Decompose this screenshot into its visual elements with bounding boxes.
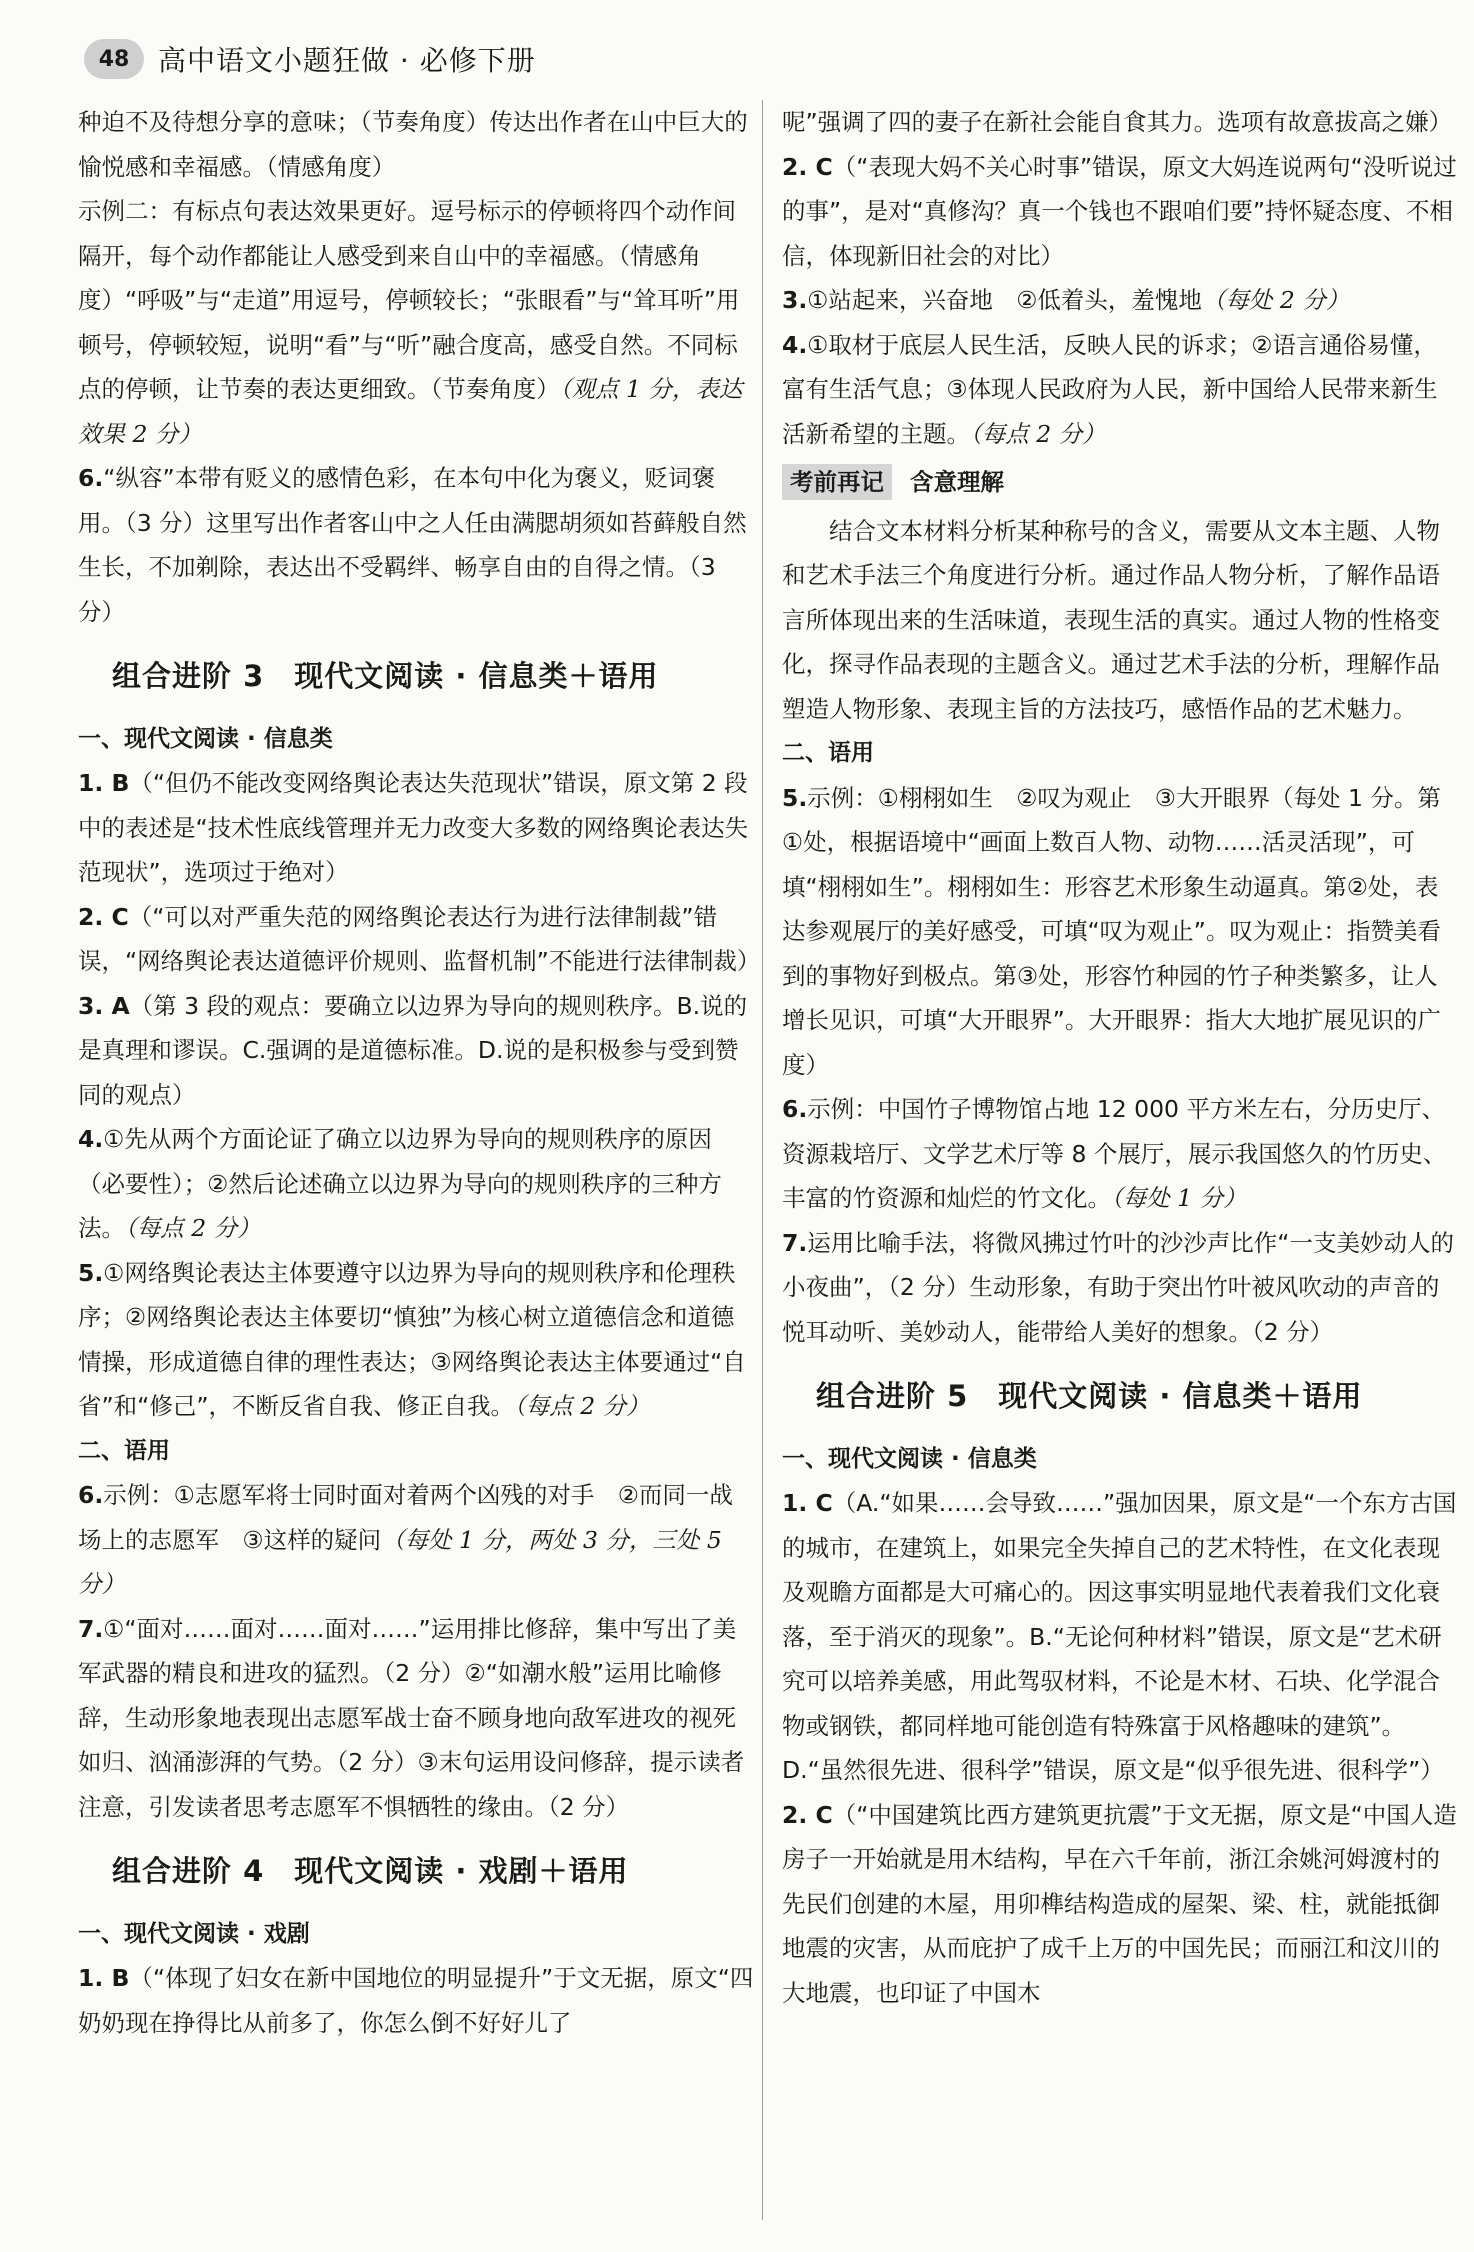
page-number: 48 — [84, 39, 144, 79]
answer-paragraph — [782, 100, 1460, 145]
answer-item — [782, 145, 1460, 279]
score-note: （每点 2 分） — [970, 419, 1106, 448]
answer-number: 7. — [78, 1614, 104, 1643]
answer-item — [782, 278, 1460, 323]
review-title: 含意理解 — [910, 468, 1004, 496]
answer-number: 2. C — [78, 902, 129, 931]
answer-number: 1. C — [782, 1489, 833, 1517]
score-note: （每处 1 分，两处 3 分，三处 5 分） — [78, 1525, 722, 1598]
subsection-title: 一、现代文阅读 · 信息类 — [78, 725, 333, 752]
section-title: 组合进阶 3 现代文阅读 · 信息类＋语用 — [112, 659, 659, 693]
answer-number: 7. — [782, 1228, 808, 1257]
answer-text: （“但仍不能改变网络舆论表达失范现状”错误，原文第 2 段中的表述是“技术性底线管理并无力改变大多数的网络舆论表达失范现状”，选项过于绝对） — [78, 769, 749, 886]
answer-text: （第 3 段的观点：要确立以边界为导向的规则秩序。B.说的是真理和谬误。C.强调的是道德标准。D.说的是积极参与受到赞同的观点） — [78, 991, 748, 1109]
answer-text: 种迫不及待想分享的意味；（节奏角度）传达出作者在山中巨大的愉悦感和幸福感。（情感角度） — [78, 108, 748, 181]
answer-text: 示例二：有标点句表达效果更好。逗号标示的停顿将四个动作间隔开，每个动作都能让人感受到来自山中的幸福感。（情感角度）“呼吸”与“走道”用逗号，停顿较长；“张眼看”与“耸耳听”用顿号，停顿较短，说明“看”与“听”融合度高，感受自然。不同标点的停顿，让节奏的表达更细致。（节奏角度） — [78, 197, 740, 403]
book-title: 高中语文小题狂做 · 必修下册 — [158, 44, 536, 77]
answer-text: （“中国建筑比西方建筑更抗震”于文无据，原文是“中国人造房子一开始就是用木结构，早在六千年前，浙江余姚河姆渡村的先民们创建的木屋，用卯榫结构造成的屋架、梁、柱，就能抵御地震的灾害，从而庇护了成千上万的中国先民；而丽江和汶川的大地震，也印证了中国木 — [782, 1800, 1457, 2007]
subsection-title: 一、现代文阅读 · 信息类 — [782, 1445, 1037, 1472]
answer-text: 呢”强调了四的妻子在新社会能自食其力。选项有故意拔高之嫌） — [782, 108, 1453, 136]
answer-number: 5. — [782, 783, 808, 812]
answer-text: 示例：①志愿军将士同时面对着两个凶残的对手 ②而同一战场上的志愿军 ③这样的疑问 — [78, 1481, 733, 1554]
answer-text: ①取材于底层人民生活，反映人民的诉求；②语言通俗易懂，富有生活气息；③体现人民政府为人民，新中国给人民带来新生活新希望的主题。 — [782, 330, 1438, 448]
answer-item — [782, 1221, 1460, 1355]
answer-item — [782, 323, 1460, 457]
answer-item — [782, 1087, 1460, 1221]
review-paragraph: 结合文本材料分析某种称号的含义，需要从文本主题、人物和艺术手法三个角度进行分析。通过作品人物分析，了解作品语言所体现出来的生活味道，表现生活的真实。通过人物的性格变化，探寻作品表现的主题含义。通过艺术手法的分析，理解作品塑造人物形象、表现主旨的方法技巧，感悟作品的艺术魅力。 — [782, 516, 1440, 723]
answer-number: 1. B — [78, 769, 130, 797]
answer-item — [782, 1793, 1460, 2016]
answer-text: ①网络舆论表达主体要遵守以边界为导向的规则秩序和伦理秩序；②网络舆论表达主体要切“慎独”为核心树立道德信念和道德情操，形成道德自律的理性表达；③网络舆论表达主体要通过“自省”和“修己”，不断反省自我、修正自我。 — [78, 1258, 746, 1420]
score-note: （每点 2 分） — [125, 1214, 261, 1242]
answer-number: 1. B — [78, 1964, 130, 1992]
answer-item — [78, 1607, 756, 1830]
review-tag: 考前再记 — [782, 464, 892, 500]
answer-number: 2. C — [782, 152, 833, 181]
left-column — [78, 100, 761, 2045]
answer-number: 3. A — [78, 991, 130, 1020]
answer-text: （“体现了妇女在新中国地位的明显提升”于文无据，原文“四奶奶现在挣得比从前多了，你怎么倒不好好儿了 — [78, 1964, 754, 2037]
answer-number: 4. — [782, 330, 808, 359]
answer-item — [78, 1956, 756, 2045]
answer-text: （“表现大妈不关心时事”错误，原文大妈连说两句“没听说过的事”，是对“真修沟？真一个钱也不跟咱们要”持怀疑态度、不相信，体现新旧社会的对比） — [782, 152, 1457, 270]
answer-number: 6. — [78, 1481, 104, 1509]
answer-text: （“可以对严重失范的网络舆论表达行为进行法律制裁”错误，“网络舆论表达道德评价规则、监督机制”不能进行法律制裁） — [78, 902, 761, 975]
answer-item — [78, 1473, 756, 1607]
answer-item — [78, 984, 756, 1118]
subsection-title: 二、语用 — [78, 1437, 170, 1464]
answer-item — [78, 761, 756, 895]
answer-paragraph — [78, 189, 756, 456]
column-divider — [762, 100, 763, 2220]
score-note: （每处 1 分） — [1111, 1184, 1247, 1212]
answer-text: “纵容”本带有贬义的感情色彩，在本句中化为褒义，贬词褒用。（3 分）这里写出作者客山中之人任由满腮胡须如苔藓般自然生长，不加剃除，表达出不受羁绊、畅享自由的自得之情。（3 分） — [78, 464, 747, 626]
answer-text: ①站起来，兴奋地 ②低着头，羞愧地 — [807, 286, 1202, 314]
answer-number: 2. C — [782, 1800, 833, 1829]
answer-number: 3. — [782, 286, 808, 314]
answer-item — [782, 776, 1460, 1088]
answer-text: 示例：①栩栩如生 ②叹为观止 ③大开眼界（每处 1 分。第①处，根据语境中“画面上数百人物、动物……活灵活现”，可填“栩栩如生”。栩栩如生：形容艺术形象生动逼真。第②处，表达参观展厅的美好感受，可填“叹为观止”。叹为观止：指赞美看到的事物好到极点。第③处，形容竹种园的竹子种类繁多，让人增长见识，可填“大开眼界”。大开眼界：指大大地扩展见识的广度） — [782, 783, 1441, 1079]
answer-number: 4. — [78, 1125, 104, 1153]
score-note: （每点 2 分） — [514, 1392, 650, 1420]
answer-text: ①先从两个方面论证了确立以边界为导向的规则秩序的原因（必要性）；②然后论述确立以边界为导向的规则秩序的三种方法。 — [78, 1125, 722, 1242]
subsection-title: 一、现代文阅读 · 戏剧 — [78, 1920, 310, 1947]
answer-item — [78, 456, 756, 634]
answer-item — [782, 1481, 1460, 1793]
answer-item — [78, 895, 761, 984]
answer-text: ①“面对……面对……面对……”运用排比修辞，集中写出了美军武器的精良和进攻的猛烈。（2 分）②“如潮水般”运用比喻修辞，生动形象地表现出志愿军战士奋不顾身地向敌军进攻的视死如归、汹涌澎湃的气势。（2 分）③末句运用设问修辞，提示读者注意，引发读者思考志愿军不惧牺牲的缘由。（2 分） — [78, 1614, 745, 1821]
answer-number: 5. — [78, 1258, 104, 1287]
right-column — [782, 100, 1460, 2015]
answer-text: 示例：中国竹子博物馆占地 12 000 平方米左右，分历史厅、资源栽培厅、文学艺术厅等 8 个展厅，展示我国悠久的竹历史、丰富的竹资源和灿烂的竹文化。 — [782, 1095, 1447, 1212]
section-title: 组合进阶 4 现代文阅读 · 戏剧＋语用 — [112, 1854, 629, 1888]
subsection-title: 二、语用 — [782, 740, 874, 766]
answer-number: 6. — [782, 1095, 808, 1123]
review-box — [782, 460, 1460, 505]
section-title: 组合进阶 5 现代文阅读 · 信息类＋语用 — [816, 1379, 1363, 1413]
answer-item — [78, 1251, 756, 1429]
answer-paragraph — [78, 100, 756, 189]
answer-item — [78, 1117, 756, 1251]
score-note: （观点 1 分，表达效果 2 分） — [78, 375, 743, 448]
answer-number: 6. — [78, 464, 104, 492]
answer-text: （A.“如果……会导致……”强加因果，原文是“一个东方古国的城市，在建筑上，如果完全失掉自己的艺术特性，在文化表现及观瞻方面都是大可痛心的。因这事实明显地代表着我们文化衰落，至于消灭的现象”。B.“无论何种材料”错误，原文是“艺术研究可以培养美感，用此驾驭材料，不论是木材、石块、化学混合物或钢铁，都同样地可能创造有特殊富于风格趣味的建筑”。D.“虽然很先进、很科学”错误，原文是“似乎很先进、很科学”） — [782, 1489, 1457, 1784]
page-header — [84, 36, 536, 82]
answer-text: 运用比喻手法，将微风拂过竹叶的沙沙声比作“一支美妙动人的小夜曲”，（2 分）生动形象，有助于突出竹叶被风吹动的声音的悦耳动听、美妙动人，能带给人美好的想象。（2 分） — [782, 1228, 1454, 1346]
score-note: （每处 2 分） — [1201, 286, 1350, 314]
